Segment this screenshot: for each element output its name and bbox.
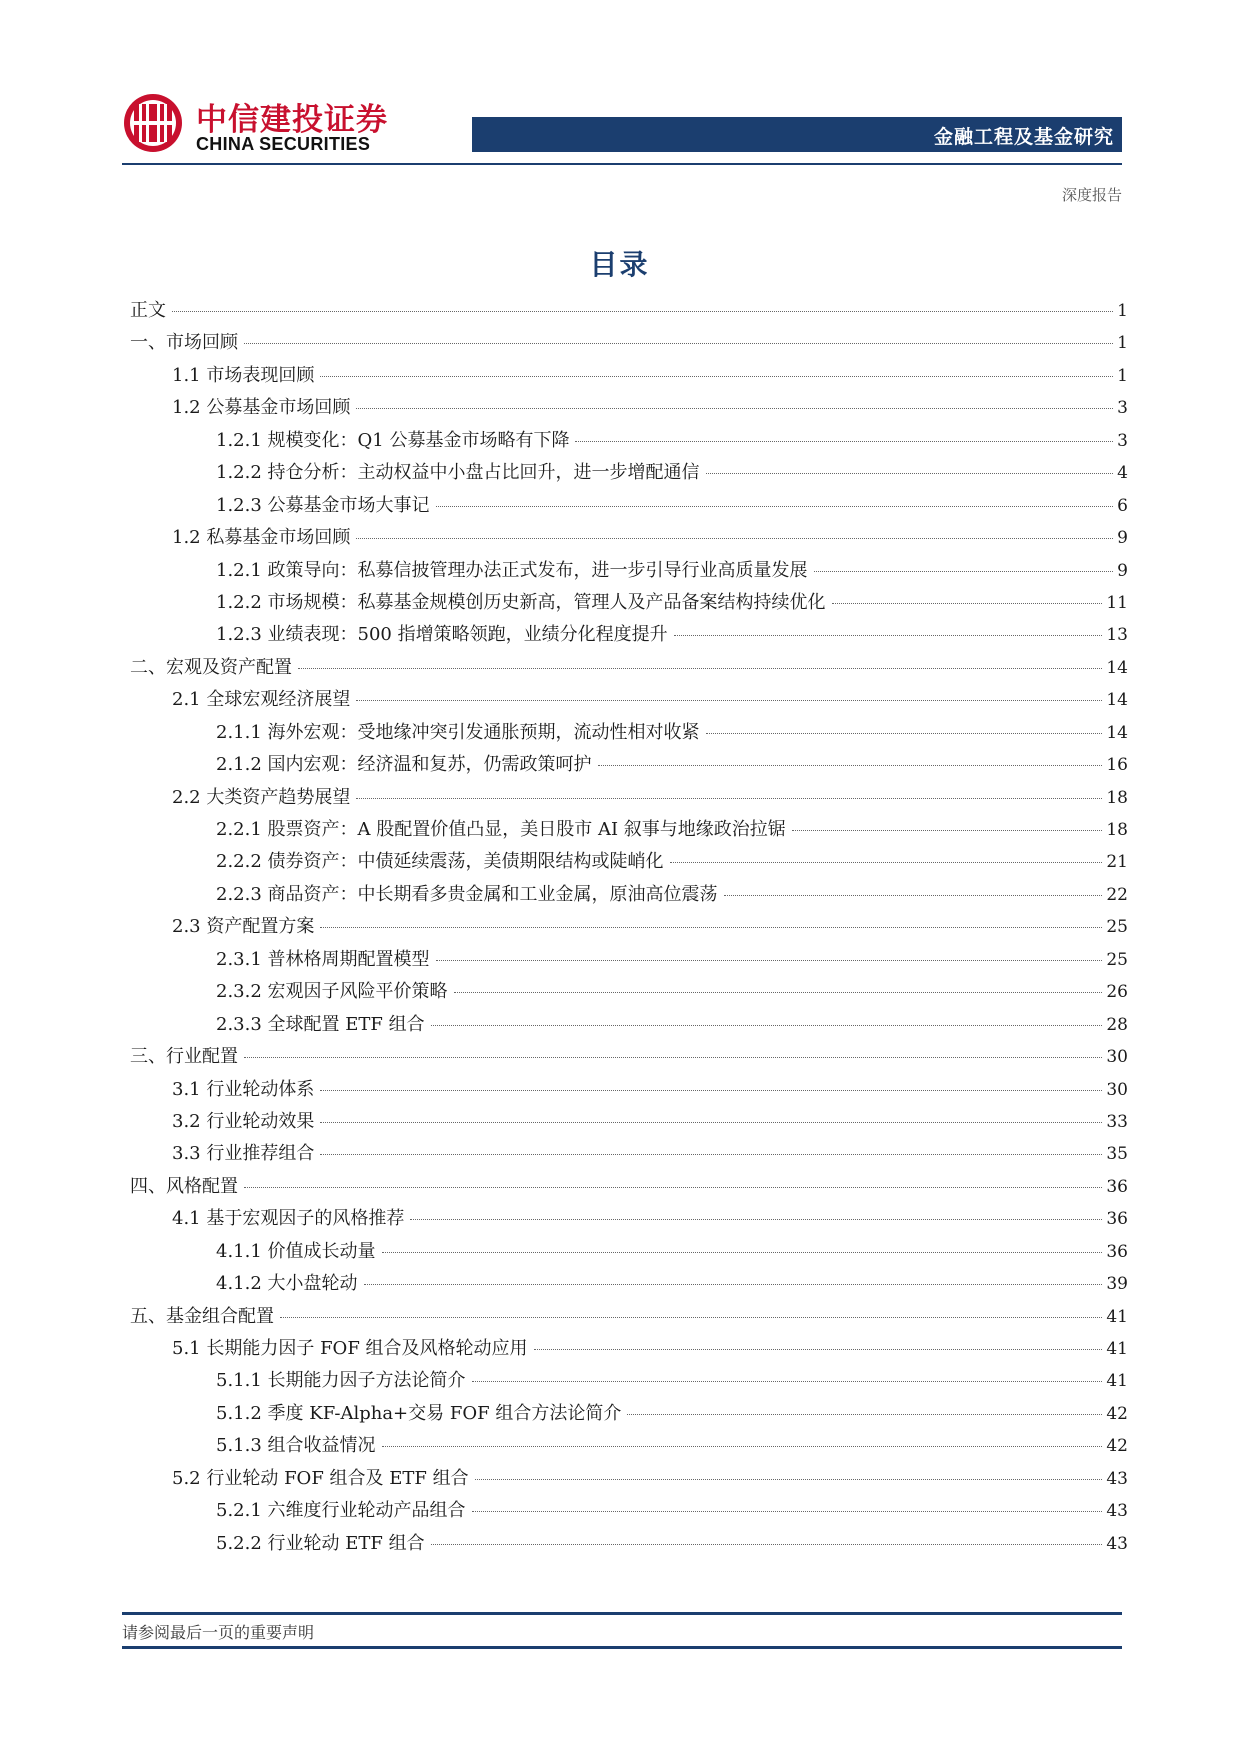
- toc-entry-text: 1.2.3 业绩表现：500 指增策略领跑，业绩分化程度提升: [216, 624, 668, 646]
- toc-entry-page: 42: [1106, 1436, 1128, 1457]
- toc-entry-text: 2.3.2 宏观因子风险平价策略: [216, 981, 448, 1003]
- toc-entry-page: 6: [1117, 495, 1128, 516]
- toc-entry-page: 4: [1117, 463, 1128, 484]
- toc-entry[interactable]: [130, 1107, 1128, 1139]
- toc-entry-text: 三、行业配置: [130, 1046, 238, 1068]
- toc-leader-dots: [472, 1511, 1103, 1512]
- toc-leader-dots: [627, 1414, 1102, 1415]
- toc-leader-dots: [382, 1446, 1103, 1447]
- toc-entry-page: 43: [1106, 1533, 1128, 1554]
- toc-entry[interactable]: [130, 1042, 1128, 1074]
- toc-entry-text: 1.1 市场表现回顾: [172, 364, 315, 386]
- toc-entry-page: 39: [1106, 1274, 1128, 1295]
- toc-entry[interactable]: [130, 685, 1128, 717]
- toc-entry-text: 5.1.1 长期能力因子方法论简介: [216, 1370, 466, 1392]
- toc-entry[interactable]: [130, 1431, 1128, 1463]
- toc-entry-text: 4.1 基于宏观因子的风格推荐: [172, 1208, 405, 1230]
- toc-entry-text: 1.2 公募基金市场回顾: [172, 397, 351, 419]
- footer-divider-top: [122, 1612, 1122, 1615]
- toc-entry-text: 2.2.3 商品资产：中长期看多贵金属和工业金属，原油高位震荡: [216, 883, 718, 905]
- toc-entry-page: 1: [1117, 333, 1128, 354]
- toc-leader-dots: [472, 1381, 1103, 1382]
- toc-entry-page: 9: [1117, 560, 1128, 581]
- toc-entry-page: 41: [1106, 1371, 1128, 1392]
- toc-entry-page: 43: [1106, 1468, 1128, 1489]
- toc-entry-text: 1.2.2 持仓分析：主动权益中小盘占比回升，进一步增配通信: [216, 462, 700, 484]
- toc-entry-page: 22: [1106, 884, 1128, 905]
- header-divider: [122, 163, 1122, 165]
- toc-leader-dots: [674, 635, 1103, 636]
- toc-entry[interactable]: [130, 588, 1128, 620]
- toc-entry[interactable]: [130, 750, 1128, 782]
- toc-leader-dots: [706, 473, 1114, 474]
- toc-entry-text: 5.1.3 组合收益情况: [216, 1435, 376, 1457]
- toc-entry-text: 2.2.1 股票资产：A 股配置价值凸显，美日股市 AI 叙事与地缘政治拉锯: [216, 819, 786, 840]
- section-title: 金融工程及基金研究: [933, 126, 1114, 148]
- toc-entry[interactable]: [130, 1010, 1128, 1042]
- toc-leader-dots: [320, 1154, 1102, 1155]
- toc-entry-page: 28: [1106, 1014, 1128, 1035]
- toc-entry[interactable]: [130, 815, 1128, 847]
- toc-entry-page: 42: [1106, 1403, 1128, 1424]
- toc-entry-page: 36: [1106, 1176, 1128, 1197]
- toc-entry-text: 二、宏观及资产配置: [130, 656, 292, 678]
- toc-leader-dots: [454, 992, 1103, 993]
- toc-entry-page: 25: [1106, 917, 1128, 938]
- toc-entry[interactable]: [130, 393, 1128, 425]
- toc-leader-dots: [436, 960, 1103, 961]
- toc-entry[interactable]: [130, 1334, 1128, 1366]
- toc-entry-text: 四、风格配置: [130, 1175, 238, 1197]
- company-logo: [122, 92, 422, 158]
- toc-entry[interactable]: [130, 912, 1128, 944]
- toc-entry-text: 2.1.2 国内宏观：经济温和复苏，仍需政策呵护: [216, 754, 592, 776]
- toc-entry-page: 1: [1117, 365, 1128, 386]
- toc-entry-text: 2.1.1 海外宏观：受地缘冲突引发通胀预期，流动性相对收紧: [216, 721, 700, 743]
- toc-entry[interactable]: [130, 328, 1128, 360]
- toc-entry[interactable]: [130, 1237, 1128, 1269]
- toc-entry-text: 2.3.3 全球配置 ETF 组合: [216, 1013, 425, 1035]
- toc-leader-dots: [575, 441, 1113, 442]
- toc-entry-page: 18: [1106, 787, 1128, 808]
- toc-leader-dots: [431, 1544, 1103, 1545]
- toc-entry[interactable]: [130, 296, 1128, 328]
- toc-title: 目录: [589, 248, 650, 281]
- toc-entry[interactable]: [130, 1464, 1128, 1496]
- toc-leader-dots: [475, 1479, 1103, 1480]
- table-of-contents: [130, 296, 1128, 1561]
- toc-leader-dots: [598, 765, 1103, 766]
- toc-entry[interactable]: [130, 847, 1128, 879]
- toc-entry-page: 41: [1106, 1306, 1128, 1327]
- toc-leader-dots: [244, 1057, 1102, 1058]
- toc-leader-dots: [320, 1122, 1102, 1123]
- toc-entry-page: 41: [1106, 1339, 1128, 1359]
- toc-entry-text: 2.3 资产配置方案: [172, 916, 315, 938]
- toc-entry-page: 26: [1106, 982, 1128, 1003]
- toc-leader-dots: [320, 927, 1102, 928]
- toc-entry-page: 36: [1106, 1241, 1128, 1262]
- toc-entry[interactable]: [130, 556, 1128, 588]
- toc-entry[interactable]: [130, 1172, 1128, 1204]
- toc-entry-page: 1: [1117, 301, 1128, 321]
- toc-entry-text: 1.2 私募基金市场回顾: [172, 527, 351, 549]
- toc-entry-page: 14: [1106, 690, 1128, 711]
- toc-leader-dots: [724, 895, 1103, 896]
- toc-entry-text: 3.1 行业轮动体系: [172, 1078, 315, 1100]
- toc-entry-page: 30: [1106, 1047, 1128, 1068]
- toc-leader-dots: [814, 571, 1114, 572]
- toc-entry[interactable]: [130, 1399, 1128, 1431]
- toc-leader-dots: [832, 603, 1103, 604]
- toc-leader-dots: [356, 700, 1102, 701]
- toc-entry[interactable]: [130, 977, 1128, 1009]
- toc-entry[interactable]: [130, 458, 1128, 490]
- toc-entry[interactable]: [130, 880, 1128, 912]
- report-type-label: 深度报告: [1061, 186, 1122, 204]
- toc-leader-dots: [356, 538, 1113, 539]
- toc-leader-dots: [320, 376, 1113, 377]
- section-banner: [472, 117, 1122, 152]
- toc-leader-dots: [356, 798, 1102, 799]
- toc-entry-text: 5.1.2 季度 KF-Alpha+交易 FOF 组合方法论简介: [216, 1402, 622, 1424]
- toc-entry-page: 33: [1106, 1111, 1128, 1132]
- toc-entry-page: 14: [1106, 657, 1128, 678]
- toc-entry[interactable]: [130, 1302, 1128, 1334]
- toc-entry-text: 一、市场回顾: [130, 332, 238, 354]
- toc-entry[interactable]: [130, 491, 1128, 523]
- footer-disclaimer: 请参阅最后一页的重要声明: [122, 1623, 315, 1642]
- toc-entry-page: 13: [1106, 625, 1128, 646]
- toc-entry-page: 25: [1106, 949, 1128, 970]
- toc-entry-text: 2.2.2 债券资产：中债延续震荡，美债期限结构或陡峭化: [216, 851, 664, 873]
- toc-entry-text: 1.2.1 政策导向：私募信披管理办法正式发布，进一步引导行业高质量发展: [216, 559, 808, 581]
- toc-entry[interactable]: [130, 1204, 1128, 1236]
- toc-entry-page: 3: [1117, 430, 1128, 451]
- toc-entry[interactable]: [130, 1075, 1128, 1107]
- toc-leader-dots: [534, 1349, 1103, 1350]
- toc-leader-dots: [431, 1025, 1103, 1026]
- toc-entry[interactable]: [130, 620, 1128, 652]
- toc-entry[interactable]: [130, 1366, 1128, 1398]
- toc-entry[interactable]: [130, 1269, 1128, 1301]
- toc-entry-page: 9: [1117, 528, 1128, 549]
- toc-leader-dots: [792, 830, 1103, 831]
- toc-entry-text: 正文: [130, 300, 166, 321]
- toc-entry-text: 1.2.3 公募基金市场大事记: [216, 494, 430, 516]
- toc-entry[interactable]: [130, 1496, 1128, 1528]
- toc-entry-page: 36: [1106, 1209, 1128, 1230]
- toc-entry-page: 18: [1106, 820, 1128, 840]
- toc-entry-page: 43: [1106, 1501, 1128, 1522]
- toc-entry-text: 5.2.2 行业轮动 ETF 组合: [216, 1532, 425, 1554]
- toc-entry-page: 30: [1106, 1079, 1128, 1100]
- toc-leader-dots: [244, 1187, 1102, 1188]
- toc-leader-dots: [436, 506, 1114, 507]
- toc-entry-text: 五、基金组合配置: [130, 1305, 274, 1327]
- toc-entry-page: 3: [1117, 398, 1128, 419]
- toc-entry[interactable]: [130, 653, 1128, 685]
- toc-leader-dots: [670, 862, 1103, 863]
- toc-entry-text: 3.2 行业轮动效果: [172, 1110, 315, 1132]
- china-securities-logo-icon: [122, 92, 184, 154]
- toc-leader-dots: [364, 1284, 1103, 1285]
- toc-entry-text: 2.2 大类资产趋势展望: [172, 786, 351, 808]
- toc-entry-text: 1.2.2 市场规模：私募基金规模创历史新高，管理人及产品备案结构持续优化: [216, 591, 826, 613]
- toc-leader-dots: [172, 311, 1113, 312]
- toc-leader-dots: [298, 668, 1102, 669]
- toc-entry-page: 35: [1106, 1144, 1128, 1165]
- toc-entry-page: 16: [1106, 755, 1128, 776]
- toc-leader-dots: [706, 733, 1103, 734]
- footer-divider-bottom: [122, 1646, 1122, 1649]
- brand-name-cn: 中信建投证券: [196, 102, 388, 138]
- toc-leader-dots: [410, 1219, 1102, 1220]
- toc-entry-page: 14: [1106, 722, 1128, 743]
- toc-entry-text: 1.2.1 规模变化：Q1 公募基金市场略有下降: [216, 429, 570, 451]
- toc-leader-dots: [280, 1317, 1102, 1318]
- toc-leader-dots: [356, 408, 1113, 409]
- toc-leader-dots: [244, 343, 1113, 344]
- brand-name-en: CHINA SECURITIES: [196, 134, 371, 154]
- toc-entry-page: 11: [1106, 592, 1128, 613]
- toc-entry-text: 2.1 全球宏观经济展望: [172, 689, 351, 711]
- toc-entry[interactable]: [130, 1139, 1128, 1171]
- toc-entry[interactable]: [130, 718, 1128, 750]
- toc-entry-text: 5.1 长期能力因子 FOF 组合及风格轮动应用: [172, 1338, 528, 1359]
- toc-entry[interactable]: [130, 361, 1128, 393]
- toc-entry-text: 3.3 行业推荐组合: [172, 1143, 315, 1165]
- toc-entry[interactable]: [130, 523, 1128, 555]
- toc-leader-dots: [320, 1090, 1102, 1091]
- toc-entry[interactable]: [130, 1529, 1128, 1561]
- toc-leader-dots: [382, 1252, 1103, 1253]
- toc-entry-page: 21: [1106, 852, 1128, 873]
- toc-entry-text: 4.1.2 大小盘轮动: [216, 1273, 358, 1295]
- toc-entry-text: 5.2 行业轮动 FOF 组合及 ETF 组合: [172, 1467, 469, 1489]
- toc-entry[interactable]: [130, 783, 1128, 815]
- toc-entry-text: 5.2.1 六维度行业轮动产品组合: [216, 1500, 466, 1522]
- toc-entry-text: 4.1.1 价值成长动量: [216, 1240, 376, 1262]
- toc-entry[interactable]: [130, 426, 1128, 458]
- toc-entry-text: 2.3.1 普林格周期配置模型: [216, 948, 430, 970]
- toc-entry[interactable]: [130, 945, 1128, 977]
